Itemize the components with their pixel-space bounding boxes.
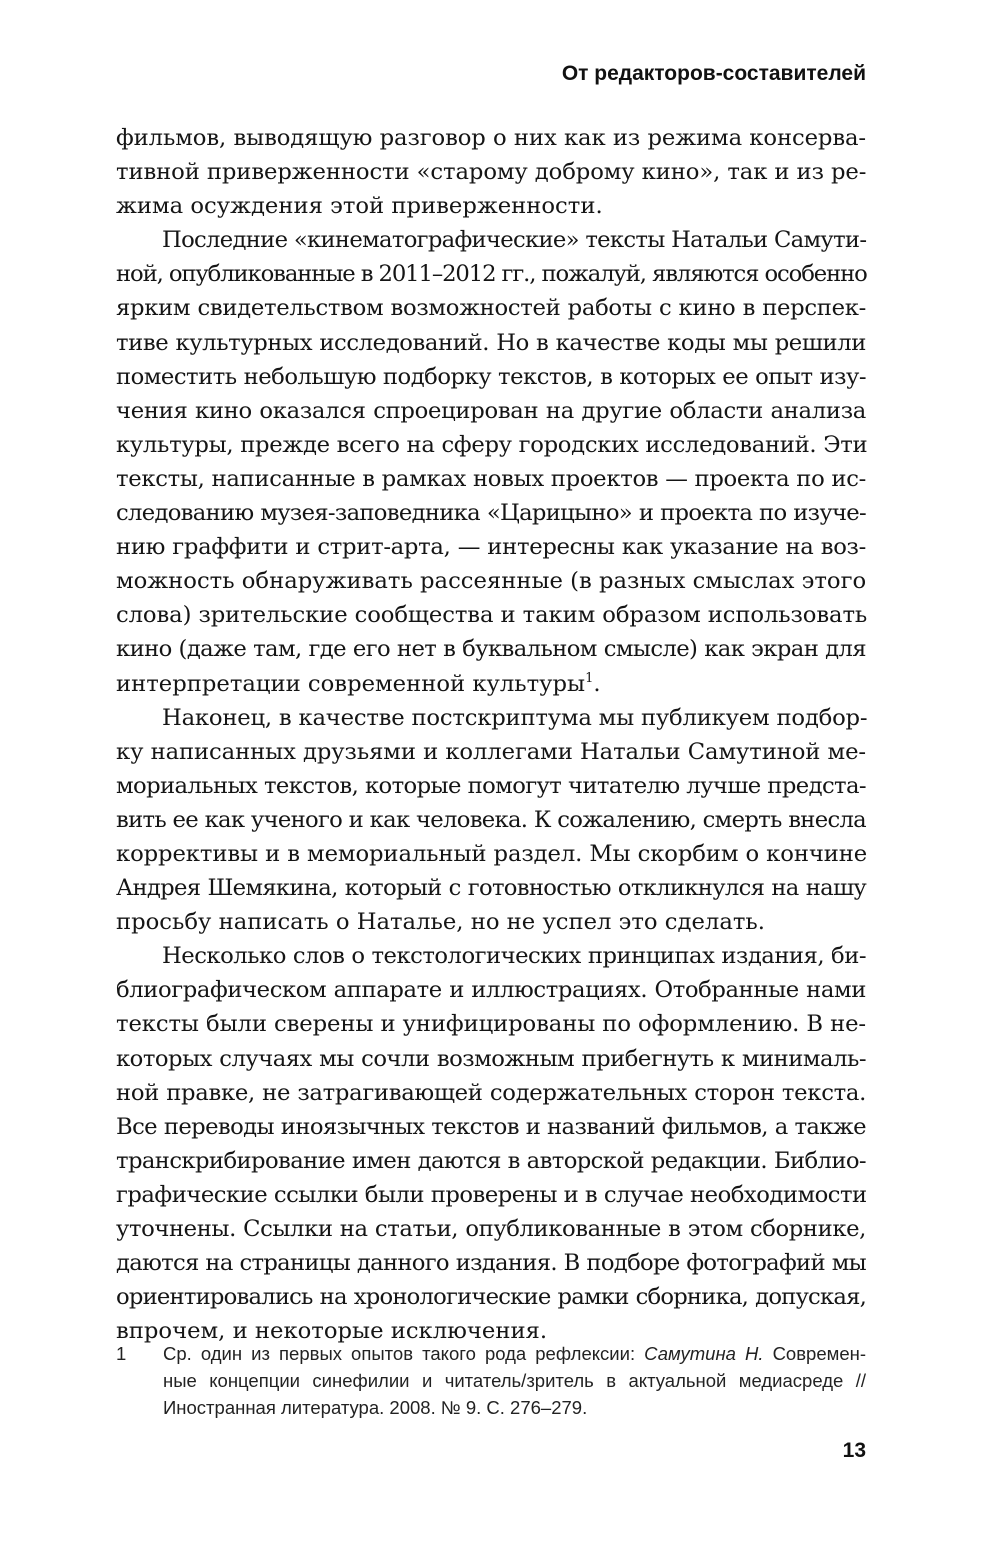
- period: .: [593, 670, 601, 697]
- text-line: фильмов, выводящую разговор о них как из режима консерва-: [116, 125, 866, 151]
- main-text: [116, 121, 866, 1348]
- text-line: уточнены. Ссылки на статьи, опубликованные в этом сборнике,: [116, 1216, 866, 1242]
- text-line: нию граффити и стрит-арта, — интересны как указание на воз-: [116, 534, 866, 561]
- footnote-line: [163, 1340, 866, 1367]
- footnote-reference[interactable]: 1: [585, 670, 594, 686]
- footnote-line: Иностранная литература. 2008. № 9. С. 276–279.: [163, 1397, 588, 1418]
- paragraph-1: [116, 121, 866, 223]
- text-line: слова) зрительские сообщества и таким образом использовать: [116, 602, 868, 629]
- text-line: тивной приверженности «старому доброму кино», так и из ре-: [116, 159, 867, 186]
- text-line: Все переводы иноязычных текстов и названий фильмов, а также: [116, 1113, 866, 1140]
- text-line: тиве культурных исследований. Но в качестве коды мы решили: [116, 329, 866, 356]
- text-line: просьбу написать о Наталье, но не успел это сделать.: [116, 909, 765, 936]
- paragraph-2: [116, 223, 866, 700]
- text-line: жима осуждения этой приверженности.: [116, 193, 603, 220]
- text-line: ориентировались на хронологические рамки сборника, допуская,: [116, 1284, 866, 1311]
- text-line: Несколько слов о текстологических принципах издания, би-: [162, 943, 866, 970]
- footnote-author: Самутина Н.: [644, 1343, 764, 1364]
- text-line: впрочем, и некоторые исключения.: [116, 1318, 548, 1345]
- footnote-text-part: Современ-: [763, 1343, 867, 1364]
- running-head: От редакторов-составителей: [561, 62, 866, 85]
- text-line: транскрибирование имен даются в авторской редакции. Библио-: [116, 1147, 866, 1174]
- text-line: кино (даже там, где его нет в буквальном смысле) как экран для: [116, 636, 866, 663]
- text-line: ку написанных друзьями и коллегами Натальи Самутиной ме-: [116, 738, 866, 765]
- text-line: блиографическом аппарате и иллюстрациях. Отобранные нами: [116, 977, 866, 1004]
- text-line: графические ссылки были проверены и в случае необходимости: [116, 1181, 867, 1208]
- footnote-text-part: Ср. один из первых опытов такого рода рефлексии:: [163, 1343, 645, 1364]
- footnote-line: ные концепции синефилии и читатель/зритель в актуальной медиасреде //: [163, 1370, 866, 1391]
- text-line: тексты были сверены и унифицированы по оформлению. В не-: [116, 1011, 866, 1038]
- text-line: интерпретации современной культуры: [116, 670, 586, 697]
- text-line: вить ее как ученого и как человека. К сожалению, смерть внесла: [116, 806, 866, 833]
- text-line: ной правке, не затрагивающей содержательных сторон текста.: [116, 1079, 866, 1106]
- page-number: 13: [842, 1439, 866, 1462]
- text-line: культуры, прежде всего на сферу городских исследований. Эти: [116, 431, 868, 458]
- text-line: Андрея Шемякина, который с готовностью откликнулся на нашу: [116, 875, 866, 902]
- text-line: мориальных текстов, которые помогут читателю лучше предста-: [116, 772, 866, 799]
- text-line: даются на страницы данного издания. В подборе фотографий мы: [116, 1250, 866, 1277]
- text-line: тексты, написанные в рамках новых проектов — проекта по ис-: [116, 465, 866, 492]
- text-line: которых случаях мы сочли возможным прибегнуть к минималь-: [116, 1045, 866, 1072]
- text-line: следованию музея-заповедника «Царицыно» и проекта по изуче-: [116, 500, 866, 527]
- text-line-with-footnote: [116, 667, 866, 701]
- text-line: ярким свидетельством возможностей работы с кино в перспек-: [116, 295, 866, 322]
- text-line: ной, опубликованные в 2011–2012 гг., пожалуй, являются особенно: [116, 261, 867, 288]
- footnote-text: [163, 1340, 866, 1421]
- text-line: чения кино оказался спроецирован на другие области анализа: [116, 397, 866, 424]
- text-line: Наконец, в качестве постскриптума мы публикуем подбор-: [162, 704, 868, 731]
- text-line: можность обнаруживать рассеянные (в разных смыслах этого: [116, 568, 867, 595]
- paragraph-3: [116, 701, 866, 940]
- text-line: Последние «кинематографические» тексты Натальи Самути-: [162, 227, 867, 254]
- text-line: коррективы и в мемориальный раздел. Мы скорбим о кончине: [116, 840, 868, 867]
- footnote: [116, 1340, 866, 1421]
- footnote-number: 1: [116, 1343, 127, 1364]
- text-line: поместить небольшую подборку текстов, в которых ее опыт изу-: [116, 363, 866, 390]
- paragraph-4: [116, 939, 866, 1348]
